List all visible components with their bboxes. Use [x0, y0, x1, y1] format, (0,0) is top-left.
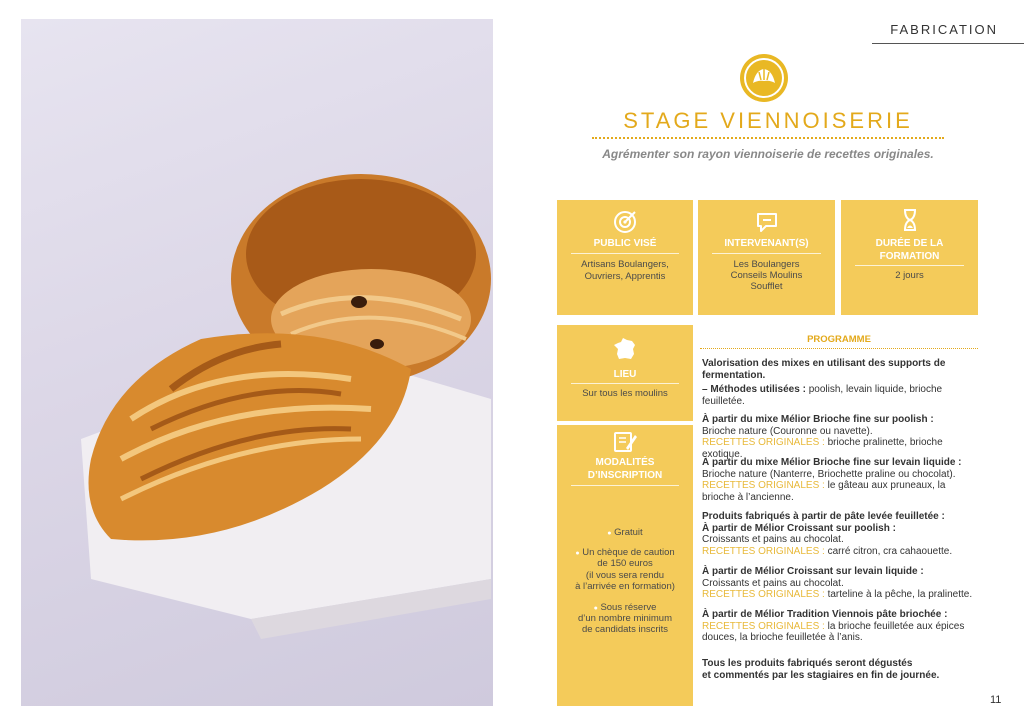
speech-bubble-icon: [753, 208, 781, 236]
programme-intro: Valorisation des mixes en utilisant des supports de fermentation.: [702, 358, 946, 381]
public-label: PUBLIC VISÉ: [593, 238, 657, 249]
programme-section-2: À partir du mixe Mélior Brioche fine sur levain liquide : Brioche nature (Nanterre, Briochette praline ou chocolat). RECETTES ORIGINALES : le gâteau aux pruneaux, la brioche à l’ancienne.: [702, 457, 962, 503]
target-icon: [611, 208, 639, 236]
duree-label-1: DURÉE DE LA: [875, 238, 944, 249]
modalites-label-2: D’INSCRIPTION: [587, 470, 663, 481]
programme-title: PROGRAMME: [807, 334, 871, 345]
france-map-icon: [611, 335, 639, 363]
modalites-gratuit: ● Gratuit: [607, 527, 643, 538]
intervenants-value-3: Soufflet: [750, 281, 783, 292]
croissant-photo: [21, 19, 493, 706]
page-number: 11: [990, 694, 1002, 706]
hourglass-icon: [896, 206, 924, 234]
modalites-cheque-3: (il vous sera rendu: [585, 570, 665, 581]
modalites-reserve-3: de candidats inscrits: [581, 624, 669, 635]
intervenants-box: [698, 200, 835, 315]
duree-box: [841, 200, 978, 315]
lieu-box: [557, 325, 693, 421]
programme-methodes: – Méthodes utilisées : poolish, levain liquide, brioche feuilletée.: [702, 384, 943, 407]
programme-section-5: À partir de Mélior Tradition Viennois pâte briochée : RECETTES ORIGINALES : la brioche feuilletée aux épices douces, la brioche feuilletée à l’anis.: [702, 609, 965, 643]
lieu-label: LIEU: [613, 369, 637, 380]
page-subtitle: Agrémenter son rayon viennoiserie de recettes originales.: [602, 147, 934, 161]
duree-value: 2 jours: [895, 270, 924, 281]
programme-section-3: Produits fabriqués à partir de pâte levée feuilletée : À partir de Mélior Croissant sur poolish : Croissants et pains au chocolat. RECETTES ORIGINALES : carré citron, cra cahaouette.: [702, 511, 953, 557]
public-value-1: Artisans Boulangers,: [581, 259, 669, 270]
section-tag: FABRICATION: [890, 22, 998, 37]
duree-label-2: FORMATION: [879, 251, 940, 262]
form-pen-icon: [611, 427, 639, 455]
programme-conclusion: Tous les produits fabriqués seront dégustés et commentés par les stagiaires en fin de journée.: [702, 658, 940, 681]
modalites-box: [557, 425, 693, 706]
modalites-cheque: ● Un chèque de caution: [575, 547, 675, 558]
intervenants-value-2: Conseils Moulins: [730, 270, 803, 281]
lieu-value: Sur tous les moulins: [582, 388, 668, 399]
intervenants-label: INTERVENANT(S): [724, 238, 809, 249]
programme-section-4: À partir de Mélior Croissant sur levain liquide : Croissants et pains au chocolat. RECETTES ORIGINALES : tarteline à la pêche, la pralinette.: [702, 566, 973, 600]
intervenants-value-1: Les Boulangers: [733, 259, 800, 270]
title-divider: [592, 137, 944, 139]
pastries-illustration: [21, 19, 493, 706]
modalites-reserve-2: d’un nombre minimum: [578, 613, 672, 624]
modalites-cheque-4: à l’arrivée en formation): [575, 581, 675, 592]
programme-divider: [700, 348, 978, 349]
public-box: [557, 200, 693, 315]
modalites-reserve: ● Sous réserve: [593, 602, 657, 613]
croissant-icon: [740, 54, 788, 102]
programme-section-1: À partir du mixe Mélior Brioche fine sur poolish : Brioche nature (Couronne ou navette). RECETTES ORIGINALES : brioche pralinette, brioche exotique.: [702, 414, 943, 460]
page-title: STAGE VIENNOISERIE: [623, 108, 913, 133]
modalites-cheque-2: de 150 euros: [597, 558, 653, 569]
public-value-2: Ouvriers, Apprentis: [584, 271, 666, 282]
modalites-label-1: MODALITÉS: [595, 457, 655, 468]
section-tag-underline: [872, 43, 1024, 44]
